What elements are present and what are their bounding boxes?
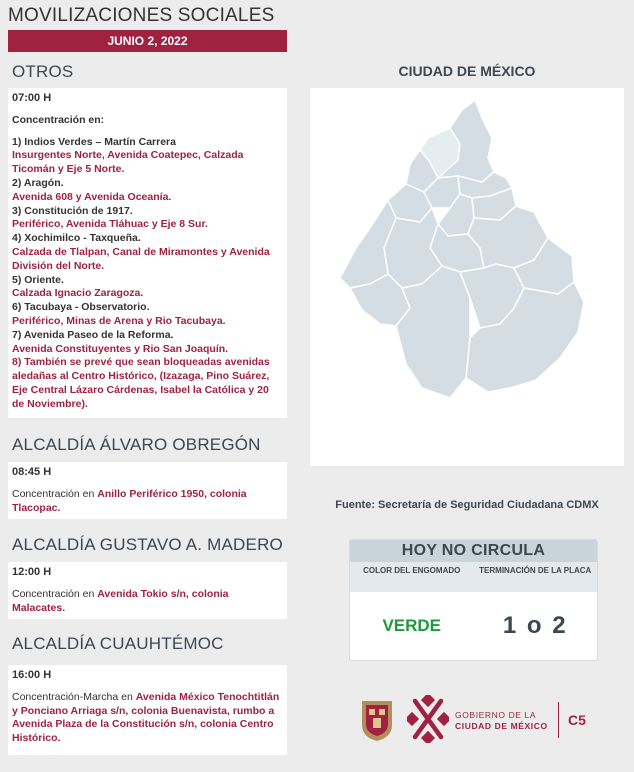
sticker-color-value: VERDE [382, 616, 442, 635]
gobierno-cdmx-text: GOBIERNO DE LA CIUDAD DE MÉXICO [455, 710, 548, 731]
route-item: 7) Avenida Paseo de la Reforma. Avenida Constituyentes y Rio San Joaquín. [12, 328, 229, 355]
hoy-no-circula-panel [349, 539, 598, 661]
plate-ending-value: 1 o 2 [502, 612, 568, 639]
hoy-no-circula-title: HOY NO CIRCULA [350, 540, 597, 562]
event-time: 07:00 H [12, 92, 52, 104]
event-card-cuauhtemoc [8, 665, 287, 755]
event-time: 16:00 H [12, 669, 52, 681]
route-item: 1) Indios Verdes – Martín Carrera Insurgentes Norte, Avenida Coatepec, Calzada Ticomán y Eje 5 Norte. [12, 135, 244, 176]
route-item: 3) Constitución de 1917. Periférico, Avenida Tláhuac y Eje 8 Sur. [12, 204, 208, 231]
logo-divider [558, 702, 559, 738]
map-source: Fuente: Secretaría de Seguridad Ciudadana CDMX [335, 499, 599, 511]
route-item: 5) Oriente. Calzada Ignacio Zaragoza. [12, 273, 144, 300]
cdmx-map-svg [310, 88, 624, 466]
event-time: 08:45 H [12, 466, 52, 478]
route-item: 6) Tacubaya - Observatorio. Periférico, Minas de Arena y Rio Tacubaya. [12, 301, 226, 327]
section-title-alvaro-obregon: ALCALDÍA ÁLVARO OBREGÓN [12, 435, 261, 454]
event-description: Concentración-Marcha en Avenida México Tenochtitlán y Ponciano Arriaga s/n, colonia Buenavista, rumbo a Avenida Plaza de la Constitución s/n, colonia Centro Histórico. [12, 690, 280, 745]
route-note: 8) También se prevé que sean bloqueadas avenidas aledañas al Centro Histórico, (Izazaga, Pino Suárez, Eje Central Lázaro Cárdenas, Isabel la Católica y 20 de Noviembre). [12, 356, 270, 410]
map-title: CIUDAD DE MÉXICO [398, 63, 536, 79]
route-item: 2) Aragón. Avenida 608 y Avenida Oceanía. [12, 176, 172, 203]
route-list [12, 136, 281, 412]
event-card-gustavo-a-madero [8, 562, 287, 619]
coat-of-arms-icon [359, 697, 395, 743]
sticker-color-header: COLOR DEL ENGOMADO [363, 566, 461, 575]
route-item: 4) Xochimilco - Taxqueña. Calzada de Tlalpan, Canal de Miramontes y Avenida División del Norte. [12, 232, 270, 272]
event-intro: Concentración en: [12, 113, 105, 126]
event-description: Concentración en Anillo Periférico 1950, colonia Tlacopac. [12, 487, 247, 514]
section-title-gustavo-a-madero: ALCALDÍA GUSTAVO A. MADERO [12, 535, 283, 554]
cdmx-logo-icon [407, 695, 449, 743]
cdmx-map [310, 88, 624, 466]
footer-logos [355, 690, 605, 750]
section-title-cuauhtemoc: ALCALDÍA CUAUHTÉMOC [12, 634, 224, 653]
c5-logo: C5 [568, 712, 586, 728]
event-card-alvaro-obregon [8, 462, 287, 519]
event-card-otros [8, 88, 287, 418]
event-description: Concentración en Avenida Tokio s/n, colonia Malacates. [12, 587, 229, 614]
section-title-otros: OTROS [12, 62, 74, 81]
date-banner: JUNIO 2, 2022 [8, 30, 287, 52]
page-title: MOVILIZACIONES SOCIALES [8, 5, 275, 26]
event-time: 12:00 H [12, 566, 52, 578]
plate-ending-header: TERMINACIÓN DE LA PLACA [479, 566, 592, 575]
